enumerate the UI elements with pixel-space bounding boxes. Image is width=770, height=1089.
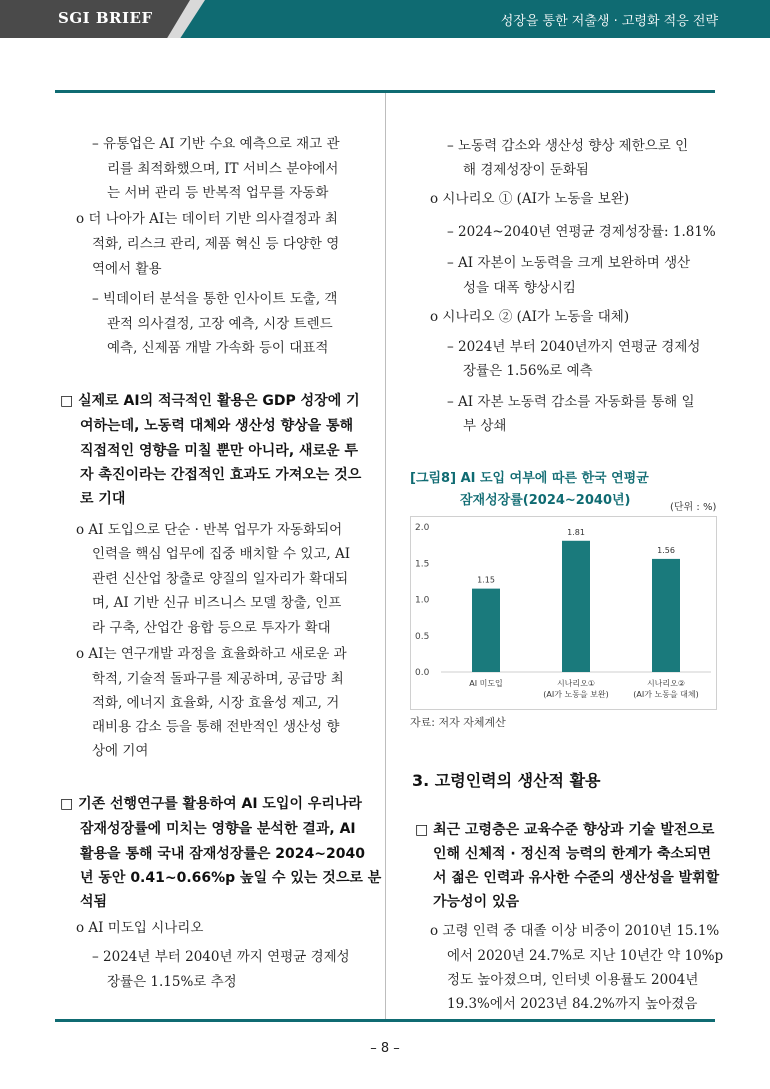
text-line: 인력을 핵심 업무에 집중 배치할 수 있고, AI (92, 546, 351, 562)
text-line: 적화, 리스크 관리, 제품 혁신 등 다양한 영 (92, 236, 340, 252)
text-line: 장률은 1.15%로 추정 (107, 974, 237, 990)
y-tick-label: 2.0 (415, 523, 430, 533)
bar (652, 559, 680, 672)
text-line: 부 상쇄 (463, 418, 507, 434)
box-paragraph-line: 직접적인 영향을 미칠 뿐만 아니라, 새로운 투 (80, 443, 358, 459)
text-line: 관련 신산업 창출로 양질의 일자리가 확대되 (92, 571, 349, 587)
text-line: 며, AI 기반 신규 비즈니스 모델 창출, 인프 (92, 595, 342, 611)
text-line: 장률은 1.56%로 예측 (463, 363, 593, 379)
text-line: 리를 최적화했으며, IT 서비스 분야에서 (107, 161, 339, 177)
document-title: 성장을 통한 저출생 · 고령화 적응 전략 (500, 14, 718, 29)
text-line: 관적 의사결정, 고장 예측, 시장 트렌드 (107, 316, 333, 332)
x-tick-label: (AI가 노동을 보완) (543, 690, 609, 699)
x-tick-label: 시나리오② (646, 679, 686, 688)
box-paragraph-line: 여하는데, 노동력 대체와 생산성 향상을 통해 (80, 418, 354, 434)
data-label: 1.56 (657, 545, 675, 555)
box-paragraph-line: 서 젊은 인력과 유사한 수준의 생산성을 발휘할 (433, 870, 720, 886)
box-paragraph-line: □ 실제로 AI의 적극적인 활용은 GDP 성장에 기 (60, 393, 360, 409)
text-line: 에서 2020년 24.7%로 지난 10년간 약 10%p (447, 948, 724, 964)
text-line: o 고령 인력 중 대졸 이상 비중이 2010년 15.1% (430, 923, 720, 939)
text-line: o AI 미도입 시나리오 (76, 920, 204, 936)
text-line: 적화, 에너지 효율화, 시장 효율성 제고, 거 (92, 695, 340, 711)
x-tick-label: 시나리오① (556, 679, 596, 688)
brand-logo-text: SGI BRIEF (58, 9, 153, 27)
text-line: – AI 자본 노동력 감소를 자동화를 통해 일 (447, 394, 695, 410)
text-line: o AI 도입으로 단순 · 반복 업무가 자동화되어 (76, 522, 343, 538)
box-paragraph-line: 자 촉진이라는 간접적인 효과도 가져오는 것으 (80, 467, 362, 483)
box-paragraph-line: 년 동안 0.41~0.66%p 높일 수 있는 것으로 분 (80, 870, 382, 886)
box-paragraph-line: □ 최근 고령층은 교육수준 향상과 기술 발전으로 (415, 822, 715, 838)
text-line: – 유통업은 AI 기반 수요 예측으로 재고 관 (92, 136, 340, 152)
text-line: 역에서 활용 (92, 261, 162, 277)
box-paragraph-line: 활용을 통해 국내 잠재성장률은 2024~2040 (80, 846, 365, 862)
text-line: – 2024년 부터 2040년 까지 연평균 경제성 (92, 949, 350, 965)
text-line: o 시나리오 ② (AI가 노동을 대체) (430, 309, 630, 325)
text-line: 19.3%에서 2023년 84.2%까지 높아졌음 (447, 996, 698, 1012)
page-number: – 8 – (370, 1041, 400, 1056)
text-line: o 시나리오 ① (AI가 노동을 보완) (430, 191, 630, 207)
box-paragraph-line: 로 기대 (80, 491, 126, 507)
text-line: 정도 높아졌으며, 인터넷 이용률도 2004년 (447, 972, 699, 988)
chart-frame (410, 516, 717, 710)
bar-chart (411, 517, 716, 709)
x-tick-label: AI 미도입 (469, 679, 503, 688)
chart-unit-label: (단위 : %) (670, 502, 717, 513)
section-heading: 3. 고령인력의 생산적 활용 (412, 771, 601, 790)
y-tick-label: 1.5 (415, 559, 430, 570)
figure-title: [그림8] AI 도입 여부에 따른 한국 연평균 (410, 471, 649, 486)
bottom-rule (55, 1019, 715, 1022)
y-tick-label: 1.0 (415, 595, 430, 606)
bar (472, 589, 500, 672)
data-label: 1.15 (477, 575, 495, 585)
figure-subtitle: 잠재성장률(2024~2040년) (460, 493, 631, 508)
y-tick-label: 0.0 (415, 668, 430, 678)
text-line: 상에 기여 (92, 743, 149, 759)
text-line: 성을 대폭 향상시킴 (463, 280, 576, 296)
text-line: 해 경제성장이 둔화됨 (463, 162, 589, 178)
text-line: 는 서버 관리 등 반복적 업무를 자동화 (107, 185, 329, 201)
text-line: 래비용 감소 등을 통해 전반적인 생산성 향 (92, 719, 340, 735)
column-divider (385, 93, 386, 1019)
text-line: – 2024년 부터 2040년까지 연평균 경제성 (447, 339, 701, 355)
x-tick-label: (AI가 노동을 대체) (633, 690, 699, 699)
bar (562, 541, 590, 672)
text-line: 학적, 기술적 돌파구를 제공하며, 공급망 최 (92, 671, 344, 687)
box-paragraph-line: 인해 신체적 · 정신적 능력의 한계가 축소되면 (433, 846, 711, 862)
text-line: o AI는 연구개발 과정을 효율화하고 새로운 과 (76, 646, 347, 662)
y-tick-label: 0.5 (415, 631, 430, 642)
text-line: – AI 자본이 노동력을 크게 보완하며 생산 (447, 255, 691, 271)
text-line: – 빅데이터 분석을 통한 인사이트 도출, 객 (92, 291, 338, 307)
box-paragraph-line: 가능성이 있음 (433, 894, 520, 910)
box-paragraph-line: □ 기존 선행연구를 활용하여 AI 도입이 우리나라 (60, 796, 362, 812)
chart-source: 자료: 저자 자체계산 (410, 716, 506, 729)
box-paragraph-line: 석됨 (80, 894, 108, 910)
text-line: – 노동력 감소와 생산성 향상 제한으로 인 (447, 138, 689, 154)
text-line: – 2024~2040년 연평균 경제성장률: 1.81% (447, 224, 716, 240)
data-label: 1.81 (567, 527, 585, 537)
text-line: 예측, 신제품 개발 가속화 등이 대표적 (107, 340, 329, 356)
text-line: 라 구축, 산업간 융합 등으로 투자가 확대 (92, 620, 331, 636)
text-line: o 더 나아가 AI는 데이터 기반 의사결정과 최 (76, 211, 338, 227)
box-paragraph-line: 잠재성장률에 미치는 영향을 분석한 결과, AI (80, 821, 356, 837)
